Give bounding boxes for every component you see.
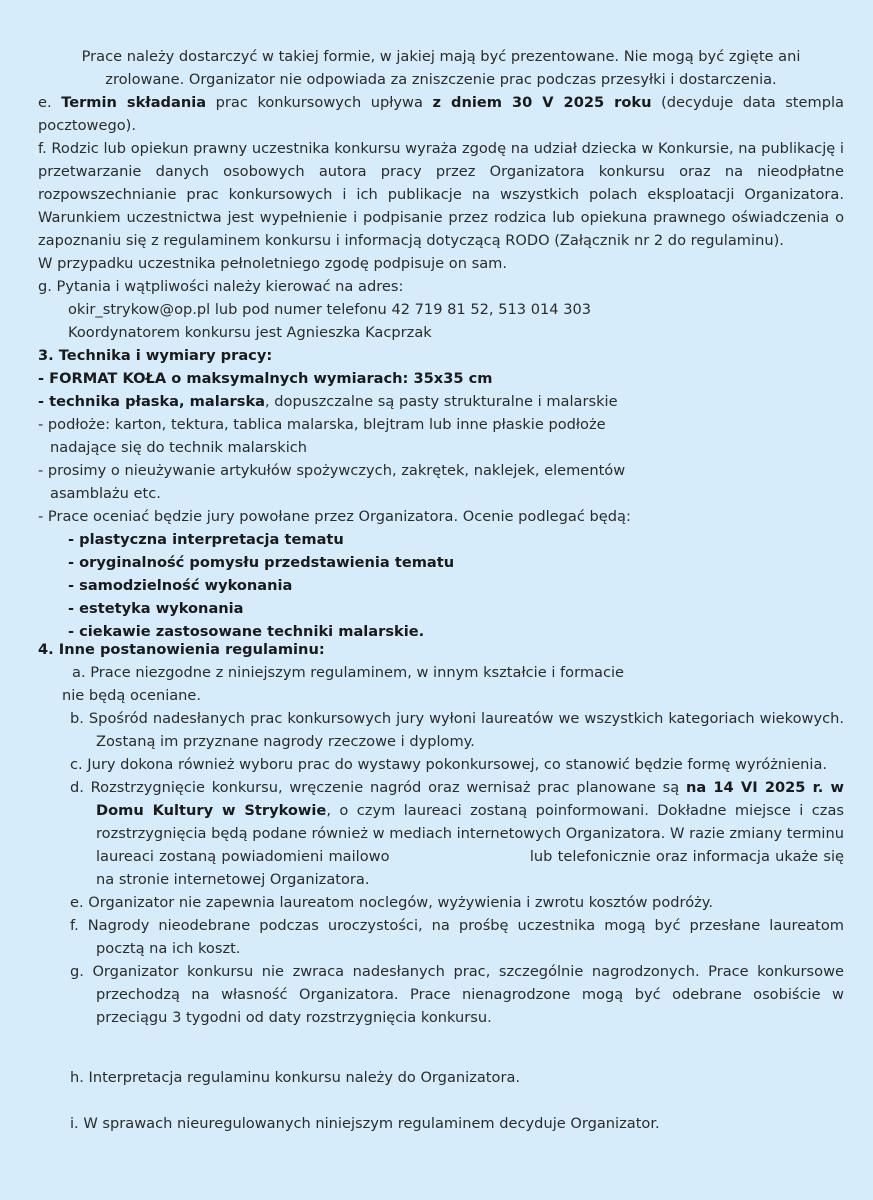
item-f-consent bbox=[38, 137, 844, 275]
nouse-line-1: - prosimy o nieużywanie artykułów spożywczych, zakrętek, naklejek, elementów bbox=[38, 462, 626, 479]
item-e-bold-date: z dniem 30 V 2025 roku bbox=[432, 94, 652, 111]
coordinator-info: Koordynatorem konkursu jest Agnieszka Kacprzak bbox=[68, 324, 432, 341]
base-line-2: nadające się do technik malarskich bbox=[50, 439, 308, 456]
item-4a-line-1: a. Prace niezgodne z niniejszym regulaminem, w innym kształcie i formacie bbox=[72, 664, 625, 681]
section-3-heading: 3. Technika i wymiary pracy: bbox=[38, 347, 273, 364]
criteria-item: - oryginalność pomysłu przedstawienia tematu bbox=[68, 554, 455, 571]
intro-line-2: zrolowane. Organizator nie odpowiada za zniszczenie prac podczas przesyłki i dostarczenia. bbox=[105, 71, 777, 88]
item-4g: g. Organizator konkursu nie zwraca nadesłanych prac, szczególnie nagrodzonych. Prace konkursowe przechodzą na własność Organizatora. Prace nienagrodzone mogą być odebrane osobiście w przeciągu 3 tygodni od daty rozstrzygnięcia konkursu. bbox=[70, 963, 844, 1026]
technique-rest: , dopuszczalne są pasty strukturalne i malarskie bbox=[265, 393, 618, 410]
item-4d bbox=[38, 776, 849, 891]
section-4-items bbox=[38, 707, 849, 1029]
item-4i: i. W sprawach nieuregulowanych niniejszym regulaminem decyduje Organizator. bbox=[70, 1115, 660, 1132]
item-f-text: f. Rodzic lub opiekun prawny uczestnika konkursu wyraża zgodę na udział dziecka w Konkursie, na publikację i przetwarzanie danych osobowych autora pracy przez Organizatora konkursu oraz na nieodpłatne rozpowszechnianie prac konkursowych i ich publikacje na wszystkich polach eksploatacji Organizatora. Warunkiem uczestnictwa jest wypełnienie i podpisanie przez rodzica lub opiekuna prawnego oświadczenia o zapoznaniu się z regulaminem konkursu i informacją dotyczącą RODO (Załącznik nr 2 do regulaminu). bbox=[38, 140, 844, 249]
item-4i-block bbox=[38, 1112, 844, 1135]
contact-info: okir_strykow@op.pl lub pod numer telefonu 42 719 81 52, 513 014 303 bbox=[68, 301, 592, 318]
criteria-list bbox=[38, 528, 844, 643]
item-g-text: g. Pytania i wątpliwości należy kierować na adres: bbox=[38, 278, 404, 295]
format-line: - FORMAT KOŁA o maksymalnych wymiarach: 35x35 cm bbox=[38, 370, 493, 387]
jury-line: - Prace oceniać będzie jury powołane przez Organizatora. Ocenie podlegać będą: bbox=[38, 508, 631, 525]
item-4e: e. Organizator nie zapewnia laureatom noclegów, wyżywienia i zwrotu kosztów podróży. bbox=[70, 894, 713, 911]
item-4d-pre: d. Rozstrzygnięcie konkursu, wręczenie nagród oraz wernisaż prac planowane są bbox=[70, 779, 686, 796]
item-4f: f. Nagrody nieodebrane podczas uroczystości, na prośbę uczestnika mogą być przesłane laureatom pocztą na ich koszt. bbox=[70, 917, 844, 957]
item-f-adult: W przypadku uczestnika pełnoletniego zgodę podpisuje on sam. bbox=[38, 255, 507, 272]
item-e-suffix: (decyduje data stempla pocztowego). bbox=[38, 94, 844, 134]
criteria-item: - ciekawie zastosowane techniki malarskie. bbox=[68, 623, 425, 640]
section-4 bbox=[38, 638, 844, 707]
item-4a-line-2: nie będą oceniane. bbox=[62, 687, 202, 704]
base-line-1: - podłoże: karton, tektura, tablica malarska, blejtram lub inne płaskie podłoże bbox=[38, 416, 606, 433]
technique-bold: - technika płaska, malarska bbox=[38, 393, 265, 410]
item-4c: c. Jury dokona również wyboru prac do wystawy pokonkursowej, co stanowić będzie formę wyróżnienia. bbox=[70, 756, 828, 773]
technique-line bbox=[38, 390, 844, 413]
section-3 bbox=[38, 344, 844, 643]
item-4b: b. Spośród nadesłanych prac konkursowych jury wyłoni laureatów we wszystkich kategoriach wiekowych. Zostaną im przyznane nagrody rzeczowe i dyplomy. bbox=[70, 710, 844, 750]
item-e-mid: prac konkursowych upływa bbox=[206, 94, 433, 111]
item-e-prefix: e. bbox=[38, 94, 62, 111]
intro-paragraph bbox=[38, 45, 844, 91]
item-g-contact bbox=[38, 275, 844, 344]
item-e-deadline bbox=[38, 91, 844, 137]
section-4-heading: 4. Inne postanowienia regulaminu: bbox=[38, 641, 325, 658]
item-4h: h. Interpretacja regulaminu konkursu należy do Organizatora. bbox=[70, 1069, 521, 1086]
criteria-item: - plastyczna interpretacja tematu bbox=[68, 531, 344, 548]
criteria-item: - samodzielność wykonania bbox=[68, 577, 293, 594]
criteria-item: - estetyka wykonania bbox=[68, 600, 244, 617]
item-4h-block bbox=[38, 1066, 844, 1089]
item-e-bold-term: Termin składania bbox=[61, 94, 207, 111]
nouse-line-2: asamblażu etc. bbox=[50, 485, 161, 502]
intro-line-1: Prace należy dostarczyć w takiej formie, w jakiej mają być prezentowane. Nie mogą być zgięte ani bbox=[81, 48, 801, 65]
item-4d-bold-date-place: na 14 VI 2025 r. w Domu Kultury w Strykowie bbox=[96, 779, 845, 819]
item-4d-post: , o czym laureaci zostaną poinformowani. Dokładne miejsce i czas rozstrzygnięcia będą podane również w mediach internetowych Organizatora. W razie zmiany terminu laureaci zostaną powiadomieni mailowo lub telefonicznie oraz informacja ukaże się na stronie internetowej Organizatora. bbox=[96, 802, 849, 888]
